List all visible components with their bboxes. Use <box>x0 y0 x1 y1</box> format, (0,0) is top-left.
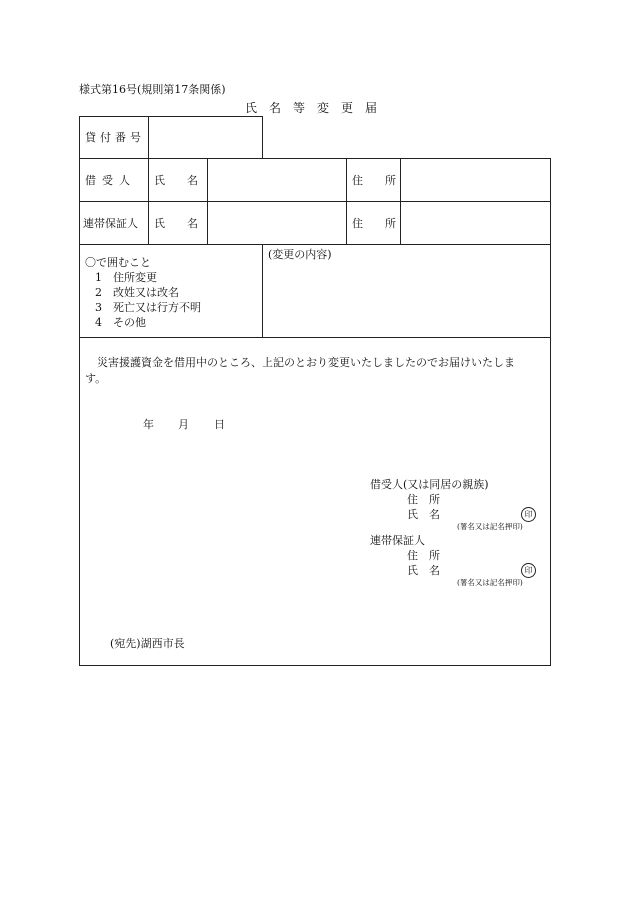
declaration-text-line1: 災害援護資金を借用中のところ、上記のとおり変更いたしましたのでお届けいたしま <box>97 356 515 369</box>
loan-number-label: 貸付番号 <box>85 131 145 144</box>
borrower-name-field[interactable] <box>209 160 345 200</box>
change-content-field[interactable] <box>264 262 549 336</box>
form-title: 氏 名 等 変 更 届 <box>245 101 378 115</box>
signature-borrower-heading: 借受人(又は同居の親族) <box>370 478 489 491</box>
option-name-change[interactable]: 2 改姓又は改名 <box>95 286 179 299</box>
guarantor-address-label: 住 所 <box>352 217 396 230</box>
form-number: 様式第16号(規則第17条関係) <box>79 83 226 96</box>
signature-guarantor-heading: 連帯保証人 <box>370 534 425 547</box>
signature-borrower-seal-note: (署名又は記名押印) <box>457 522 523 531</box>
option-death-missing[interactable]: 3 死亡又は行方不明 <box>95 301 201 314</box>
signature-guarantor-name-label: 氏 名 <box>407 564 440 577</box>
signature-borrower-address-label: 住 所 <box>407 493 440 506</box>
guarantor-label: 連帯保証人 <box>83 217 138 230</box>
borrower-address-label: 住 所 <box>352 174 396 187</box>
borrower-name-label: 氏 名 <box>154 174 198 187</box>
seal-icon: 印 <box>521 507 536 522</box>
change-content-label: (変更の内容) <box>268 248 332 261</box>
guarantor-name-label: 氏 名 <box>154 217 198 230</box>
borrower-label: 借受人 <box>85 174 136 187</box>
loan-number-field[interactable] <box>150 118 261 157</box>
borrower-address-field[interactable] <box>402 160 549 200</box>
signature-guarantor-address-label: 住 所 <box>407 549 440 562</box>
signature-guarantor-seal-note: (署名又は記名押印) <box>457 578 523 587</box>
declaration-text-line2: す。 <box>85 372 107 385</box>
date-month-label: 月 <box>178 418 189 431</box>
signature-borrower-name-label: 氏 名 <box>407 508 440 521</box>
addressee: (宛先)湖西市長 <box>110 637 185 650</box>
date-day-label: 日 <box>214 418 225 431</box>
date-year-label: 年 <box>143 418 154 431</box>
guarantor-name-field[interactable] <box>209 203 345 243</box>
seal-icon: 印 <box>521 563 536 578</box>
options-heading: 〇で囲むこと <box>85 256 151 269</box>
option-other[interactable]: 4 その他 <box>95 316 146 329</box>
option-address-change[interactable]: 1 住所変更 <box>95 271 157 284</box>
guarantor-address-field[interactable] <box>402 203 549 243</box>
